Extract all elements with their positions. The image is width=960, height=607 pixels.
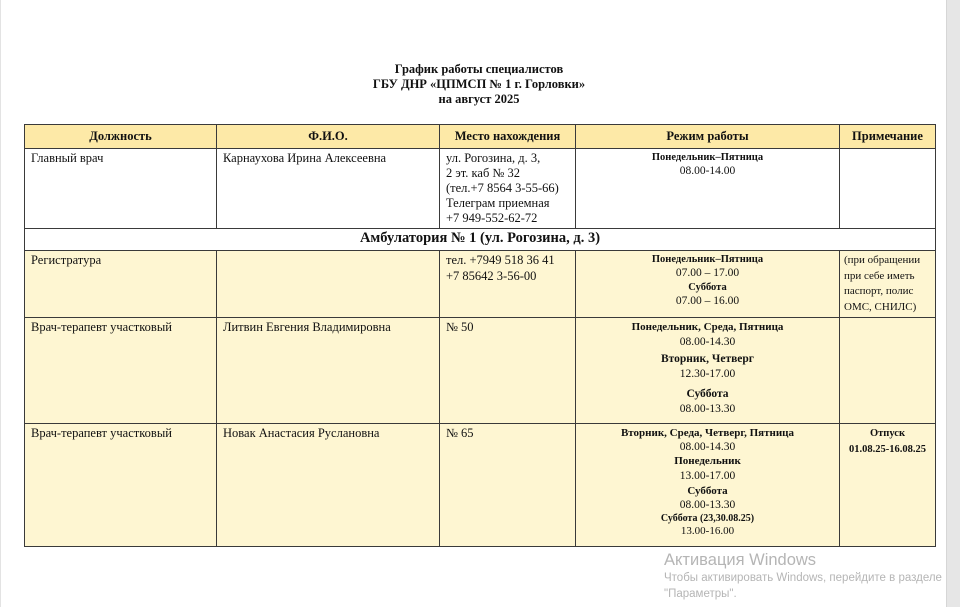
schedule-days: Понедельник [674,455,741,467]
cell-note [840,424,936,547]
cell-note: (при обращении при себе иметь паспорт, полис ОМС, СНИЛС) [840,251,936,318]
schedule-time: 13.00-17.00 [679,470,736,482]
schedule-time: 08.00-14.30 [679,441,736,453]
schedule-time: 08.00-14.30 [679,336,736,348]
location-line: тел. +7949 518 36 41 [446,253,555,267]
schedule-time: 08.00-13.30 [679,403,736,415]
location-line: Телеграм приемная [446,196,550,210]
cell-position: Врач-терапевт участковый [25,424,217,547]
watermark-line: "Параметры". [664,588,737,600]
col-header-schedule: Режим работы [576,125,840,149]
schedule-days: Суббота [687,485,728,497]
col-header-note: Примечание [840,125,936,149]
cell-name: Карнаухова Ирина Алексеевна [217,149,440,229]
col-header-location: Место нахождения [440,125,576,149]
cell-position: Главный врач [25,149,217,229]
schedule-days: Вторник, Четверг [660,353,755,365]
cell-schedule [576,149,840,229]
col-header-name: Ф.И.О. [217,125,440,149]
table-row-litvin [25,318,936,424]
schedule-time: 13.00-16.00 [680,525,735,537]
schedule-days: Понедельник–Пятница [651,254,764,265]
cell-name: Новак Анастасия Руслановна [217,424,440,547]
heading-period: на август 2025 [438,92,520,106]
cell-position: Регистратура [25,251,217,318]
schedule-days: Понедельник–Пятница [651,152,764,163]
section-row [25,229,936,251]
vertical-scrollbar[interactable] [946,0,960,607]
location-line: (тел.+7 8564 3-55-66) [446,181,559,195]
schedule-time: 07.00 – 16.00 [675,295,740,307]
vacation-dates: 01.08.25-16.08.25 [849,443,926,455]
schedule-days: Суббота (23,30.08.25) [660,513,755,524]
schedule-time: 08.00-14.00 [679,165,736,177]
schedule-time: 07.00 – 17.00 [675,267,740,279]
schedule-days: Понедельник, Среда, Пятница [631,321,784,333]
cell-location: № 50 [440,318,576,424]
cell-location: № 65 [440,424,576,547]
cell-note [840,149,936,229]
table-row-novak [25,424,936,547]
cell-name: Литвин Евгения Владимировна [217,318,440,424]
cell-location [440,149,576,229]
cell-schedule [576,318,840,424]
table-row-registry [25,251,936,318]
location-line: +7 949-552-62-72 [446,211,538,225]
cell-name [217,251,440,318]
watermark-line: Чтобы активировать Windows, перейдите в разделе [664,572,942,584]
document-heading [24,62,934,107]
cell-schedule [576,251,840,318]
schedule-time: 08.00-13.30 [679,499,736,511]
cell-note [840,318,936,424]
col-header-position: Должность [25,125,217,149]
heading-title: График работы специалистов [394,62,564,76]
cell-position: Врач-терапевт участковый [25,318,217,424]
windows-activation-watermark [664,550,942,602]
schedule-table [24,124,936,547]
location-line: ул. Рогозина, д. 3, [446,151,541,165]
location-line: +7 85642 3-56-00 [446,268,537,283]
schedule-days: Суббота [686,388,729,400]
cell-schedule [576,424,840,547]
watermark-title: Активация Windows [664,551,817,569]
header-row [25,125,936,149]
table-row-chief [25,149,936,229]
page-edge [0,0,1,607]
heading-organization: ГБУ ДНР «ЦПМСП № 1 г. Горловки» [372,77,586,91]
schedule-days: Вторник, Среда, Четверг, Пятница [620,427,795,439]
location-line: 2 эт. каб № 32 [446,166,520,180]
schedule-days: Суббота [688,282,727,293]
vacation-label: Отпуск [869,428,905,439]
schedule-time: 12.30-17.00 [679,368,736,380]
section-title: Амбулатория № 1 (ул. Рогозина, д. 3) [25,229,936,251]
cell-location [440,251,576,318]
